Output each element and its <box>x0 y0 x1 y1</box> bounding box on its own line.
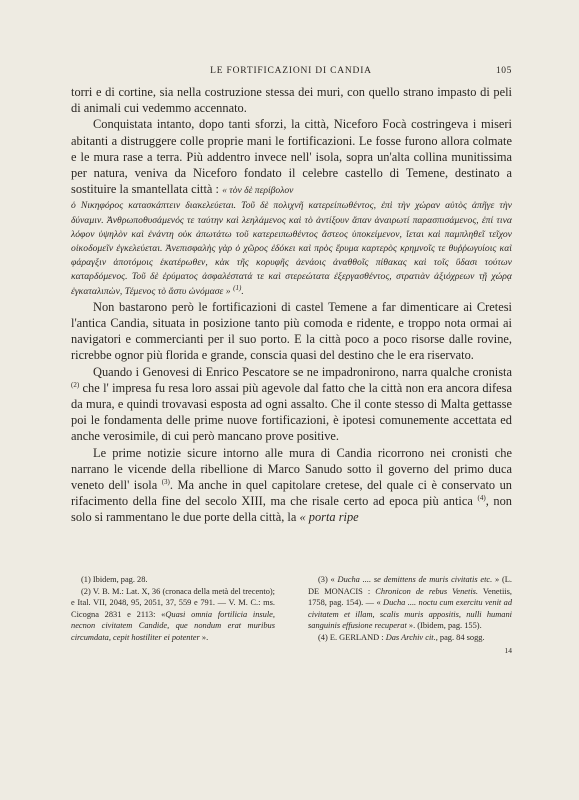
paragraph-5-text-b: che l' impresa fu resa loro assai più agevole dal fatto che la città non era ancora difesa da mura, e quindi trovavasi esposta ad ogni assalto. Che il conte stesso di Malta gettasse poi le fondamenta delle prime nuove fortificazioni, è ipotesi comunemente accettata ed anche verosimile, di cui però mancano prove positive. <box>71 380 512 444</box>
paragraph-5-text-a: Quando i Genovesi di Enrico Pescatore se ne impadronirono, narra qualche cronista <box>93 364 512 379</box>
footnote-4-italic: Das Archiv cit. <box>385 632 436 642</box>
greek-quote-opening: « τὸν δὲ περίβολον <box>222 185 294 197</box>
footnote-4-text-a: (4) E. GERLAND : <box>318 632 384 642</box>
porta-ripe-quote: « porta ripe <box>299 510 359 525</box>
footnote-3-text-c: Venetiis, 1758, pag. 154). — « <box>308 586 512 608</box>
paragraph-6 <box>71 445 512 526</box>
footnote-2-text-a: (2) V. B. M.: Lat. X, 36 (cronaca della metà del trecento); e Ital. VII, 2048, 95, 2051, 37, 559 e 791. — V. M. C.: ms. Cicogna 2831 e 2113: « <box>71 586 275 619</box>
paragraph-2 <box>71 116 512 199</box>
paragraph-1-text: torri e di cortine, sia nella costruzione stessa dei muri, con quello strano impasto di peli di animali cui vedemmo accennato. <box>71 85 512 116</box>
greek-quotation: ὁ Νικηφόρος κατασκάπτειν διακελεύεται. Τοῦ δὲ πολιχνῆ κατερείπωθέντος, ἐπὶ τὴν χώραν αὐτὸς ἀπῆγε τὴν δύναμιν. Ἀνθρωποθυσάμενός τε ταύτην καὶ λεηλάμενος καὶ τὸ ἀντίξουν ἅπαν ἀναιρωτί παρασπισάμενος, ἐπί τινα λόφον ὑψηλὸν καὶ ἐνάντη οὐκ ἀπωτάτω τοῦ κατερειπωθέντος ἄστεος ὑποκείμενον, ἵεται καὶ παμπληθεῖ τεῖχον οἰκοδομεῖν ἐγκελεύεται. Ἀνεπισφαλὴς γὰρ ὁ χῶρος ἐδόκει καὶ πρὸς ἔρυμα καρτερὸς κρημνοῖς τε θυῤῥωγυίοις καὶ φάραγξιν ἀποτόμοις ἑκατέρωθεν, κὰκ τῆς κορυφῆς ἀενάοις ἀναθθοῖς πίθακας καὶ τοῖς ὕδασι τούτων καταρδόμενος. Τοῦ δὲ ἐρύματος ἀσφαλέστατά τε καὶ στερεώτατα ἐξεργασθέντος, στρατιὰν ἀξιόχρεων τῇ χώρᾳ ἐγκαταλιπὼν, Τέμενος τὸ ἄστυ ὠνόμασε » $^{(1)}$. <box>71 200 512 297</box>
footnote-2 <box>71 586 275 644</box>
paragraph-5 <box>71 364 512 445</box>
footnote-3-text-a: (3) « <box>318 575 335 584</box>
footnote-4 <box>308 632 512 644</box>
footnote-3-italic-1: Ducha .... se demittens de muris civitatis etc. <box>337 575 493 584</box>
footnotes-right-column <box>308 574 512 656</box>
paragraph-1 <box>71 84 512 116</box>
footnote-3-text-d: ». (Ibidem, pag. 155). <box>408 621 482 631</box>
paragraph-6-text-c: , non solo si rammentano le due porte della città, la <box>71 494 513 525</box>
footnotes <box>71 574 512 656</box>
paragraph-6-text-b: . Ma anche in quel capitolare cretese, del quale ci è conservato un rifacimento della fine del secolo XIII, ma che risale certo ad epoca più antica <box>71 478 513 509</box>
footnote-4-text-b: , pag. 84 sogg. <box>435 632 485 642</box>
footnote-3-italic-3: Ducha .... noctu cum exercitu venit ad civitatem et illam, scalis muris appositis, nulli humani sanguinis effusione recuperat <box>308 598 513 631</box>
paragraph-2-text: Conquistata intanto, dopo tanti sforzi, la città, Niceforo Focà costringeva i miseri abitanti a distruggere colle proprie mani le fortificazioni. Le fosse furono allora colmate e le mura rase a terra. Più addentro invece nell' isola, sopra un'alta collina munitissima per natura, veniva da Niceforo fondato il celebre castello di Temene, destinato a sostituire la smantellata città : <box>71 117 512 197</box>
footnote-1 <box>71 574 275 586</box>
footnote-3-italic-2: Chronicon de rebus Venetis. <box>375 586 478 596</box>
running-header <box>70 66 512 80</box>
page-number: 105 <box>495 66 512 76</box>
paragraph-4 <box>71 299 512 364</box>
paragraph-4-text: Non bastarono però le fortificazioni di castel Temene a far dimenticare ai Cretesi l'antica Candia, situata in posizione tanto più comoda e ridente, e troppo nota ormai ai navigatori e commercianti per il suo porto. E la città poco a poco risorse dalle rovine, ricrebbe ognor più florida e grande, conscia quasi del destino che le era riservato. <box>71 299 512 363</box>
footnote-2-text-b: ». <box>201 632 209 642</box>
footnote-3-text-b: » (L. DE MONACIS : <box>308 575 513 596</box>
printer-signature: 14 <box>504 645 512 655</box>
running-title: LE FORTIFICAZIONI DI CANDIA <box>210 66 372 76</box>
footnote-ref-3: (3) <box>161 477 170 486</box>
footnote-3 <box>308 574 512 632</box>
greek-quotation-text: ὁ Νικηφόρος κατασκάπτειν διακελεύεται. Τοῦ δὲ πολιχνῆ κατερείπωθέντος, ἐπὶ τὴν χώραν αὐτὸς ἀπῆγε τὴν δύναμιν. Ἀνθρωποθυσάμενός τε ταύτην καὶ λεηλάμενος καὶ τὸ ἀντίξουν ἅπαν ἀναιρωτί παρασπισάμενος, ἐπί τινα λόφον ὑψηλὸν καὶ ἐνάντη οὐκ ἀπωτάτω τοῦ κατερειπωθέντος ἄστεος ὑποκείμενον, ἵεται καὶ παμπληθεῖ τεῖχον οἰκοδομεῖν ἐγκελεύεται. Ἀνεπισφαλὴς γὰρ ὁ χῶρος ἐδόκει καὶ πρὸς ἔρυμα καρτερὸς κρημνοῖς τε θυῤῥωγυίοις καὶ φάραγξιν ἀποτόμοις ἑκατέρωθεν, κὰκ τῆς κορυφῆς ἀενάοις ἀναθθοῖς πίθακας καὶ τοῖς ὕδασι τούτων καταρδόμενος. Τοῦ δὲ ἐρύματος ἀσφαλέστατά τε καὶ στερεώτατα ἐξεργασθέντος, στρατιὰν ἀξιόχρεων τῇ χώρᾳ ἐγκαταλιπὼν, Τέμενος τὸ ἄστυ ὠνόμασε » <box>71 200 512 297</box>
main-text <box>71 84 512 526</box>
footnote-2-italic: Quasi omnia fortilicia insule, necnon civitatem Candide, que nondum erat muribus circumdata, cepit hostiliter ei potenter <box>71 609 275 642</box>
paragraph-6-text-a: Le prime notizie sicure intorno alle mura di Candia ricorrono nei cronisti che narrano le vicende della ribellione di Marco Sanudo sotto il governo del primo duca veneto dell' isola <box>71 445 512 493</box>
footnote-1-text: (1) Ibidem, pag. 28. <box>81 575 148 584</box>
footnote-ref-4: (4) <box>477 494 486 503</box>
footnotes-left-column <box>71 574 275 656</box>
footnote-ref-2: (2) <box>71 380 80 389</box>
footnote-ref-1: (1) <box>233 283 242 292</box>
